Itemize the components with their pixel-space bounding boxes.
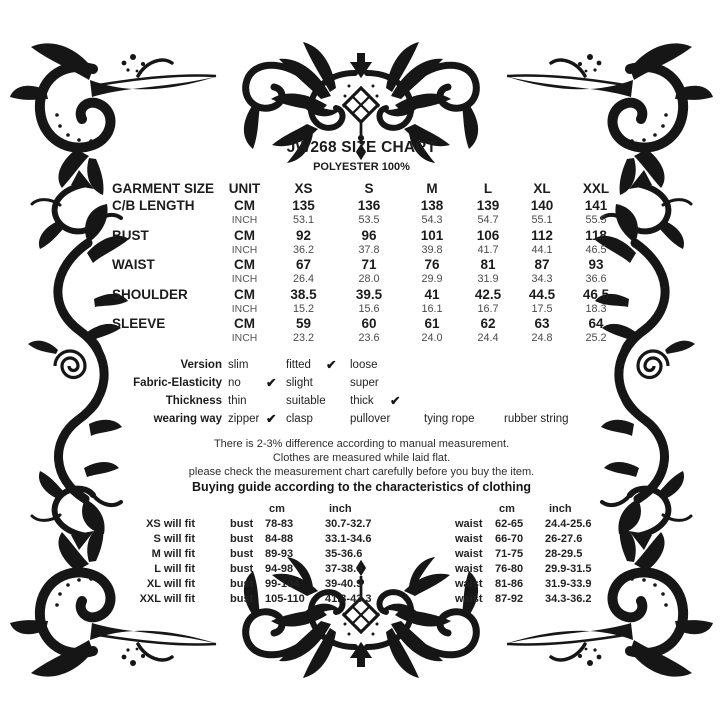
bust-cm-range: 94-98 — [265, 563, 294, 575]
buying-guide-row — [130, 562, 635, 577]
waist-label: waist — [455, 548, 483, 560]
size-value-inch: 17.5 — [531, 302, 553, 315]
buying-guide-header-row — [130, 502, 635, 517]
size-value-inch: 55.1 — [531, 214, 553, 226]
size-table-inch-row — [112, 332, 624, 346]
note-line-2: Clothes are measured while laid flat. — [272, 452, 451, 464]
size-value-cm: 38.5 — [290, 286, 317, 302]
size-value-cm: 63 — [534, 316, 550, 331]
size-value-inch: 46.5 — [585, 243, 607, 256]
spacer — [112, 244, 217, 258]
attribute-option: slim — [228, 359, 249, 371]
size-value-inch: 26.4 — [292, 273, 314, 285]
attribute-row — [113, 357, 633, 375]
size-table — [112, 180, 624, 346]
size-value-cm: 135 — [292, 198, 315, 213]
bust-label: bust — [230, 548, 254, 560]
size-table-cm-row — [112, 257, 624, 273]
size-value-inch: 24.4 — [477, 332, 499, 344]
size-value-cm: 39.5 — [355, 286, 383, 302]
bust-inch-range: 39-40.9 — [325, 578, 363, 590]
waist-inch-range: 28-29.5 — [545, 548, 583, 560]
size-value-cm: 141 — [584, 198, 608, 213]
size-value-cm: 46.5 — [582, 286, 610, 302]
bust-label: bust — [230, 563, 254, 575]
unit-cm: CM — [234, 257, 255, 272]
buying-guide-row — [130, 517, 635, 532]
size-value-cm: 61 — [424, 316, 440, 331]
bust-label: bust — [230, 518, 254, 530]
waist-cm-range: 87-92 — [495, 593, 524, 605]
size-value-cm: 139 — [476, 198, 500, 213]
check-icon: ✔ — [266, 412, 277, 426]
size-value-inch: 15.6 — [358, 302, 380, 315]
bust-label: bust — [230, 578, 254, 590]
size-table-header-row — [112, 180, 624, 198]
buying-guide-row — [130, 592, 635, 607]
size-value-cm: 67 — [295, 257, 312, 272]
spacer — [112, 303, 217, 317]
unit-inch: INCH — [231, 244, 258, 256]
spacer — [112, 273, 217, 287]
attribute-option: super — [350, 377, 379, 389]
measurement-label: SLEEVE — [112, 316, 166, 331]
size-table-header: GARMENT SIZE — [112, 181, 215, 196]
col-header-cm: cm — [269, 503, 285, 515]
size-col-header: XS — [294, 181, 313, 196]
measurement-label: WAIST — [112, 257, 155, 272]
attribute-option: suitable — [286, 395, 326, 407]
waist-label: waist — [455, 563, 483, 575]
size-table-inch-row — [112, 214, 624, 228]
unit-inch: INCH — [231, 274, 258, 285]
attribute-label: Version — [180, 359, 222, 371]
waist-label: waist — [455, 533, 483, 545]
waist-inch-range: 24.4-25.6 — [545, 518, 592, 530]
spacer — [195, 592, 230, 607]
size-value-inch: 16.7 — [477, 302, 499, 315]
unit-inch: INCH — [231, 333, 258, 344]
spacer — [230, 502, 265, 517]
size-value-inch: 37.8 — [358, 243, 380, 256]
size-value-inch: 18.3 — [585, 302, 607, 315]
bust-cm-range: 105-110 — [265, 593, 305, 605]
waist-label: waist — [455, 518, 483, 530]
waist-cm-range: 71-75 — [495, 548, 524, 560]
size-col-header: M — [426, 181, 438, 196]
spacer — [195, 562, 230, 577]
size-value-inch: 23.2 — [292, 332, 314, 344]
unit-cm: CM — [234, 286, 255, 302]
waist-cm-range: 81-86 — [495, 578, 524, 590]
size-value-inch: 23.6 — [358, 332, 380, 344]
waist-inch-range: 29.9-31.5 — [545, 563, 592, 575]
fabric-subtitle: POLYESTER 100% — [313, 161, 410, 173]
attribute-option: no — [228, 377, 241, 389]
waist-cm-range: 76-80 — [495, 563, 524, 575]
size-table-inch-row — [112, 303, 624, 317]
size-col-header: XL — [533, 181, 551, 196]
bust-cm-range: 89-93 — [265, 548, 294, 560]
attribute-label: wearing way — [153, 413, 222, 425]
size-table-cm-row — [112, 198, 624, 214]
measurement-label: SHOULDER — [112, 286, 188, 302]
size-value-cm: 81 — [480, 257, 496, 272]
waist-label: waist — [455, 593, 483, 605]
garment-attributes — [113, 357, 633, 429]
measurement-label: BUST — [112, 227, 149, 243]
bust-label: bust — [230, 533, 254, 545]
size-value-inch: 34.3 — [531, 273, 553, 285]
attribute-row — [113, 375, 633, 393]
size-value-cm: 101 — [420, 227, 444, 243]
size-value-inch: 44.1 — [531, 243, 553, 256]
buying-guide-row — [130, 532, 635, 547]
size-value-inch: 54.3 — [421, 214, 443, 226]
attribute-option: tying rope — [424, 413, 475, 425]
bust-inch-range: 35-36.6 — [325, 548, 363, 560]
size-value-cm: 76 — [424, 257, 440, 272]
size-table-cm-row — [112, 228, 624, 244]
attribute-label: Fabric-Elasticity — [133, 377, 222, 389]
buying-guide-row — [130, 577, 635, 592]
attribute-option: thin — [228, 395, 247, 407]
attribute-option: thick — [350, 395, 374, 407]
size-table-inch-row — [112, 273, 624, 287]
size-value-cm: 41 — [424, 286, 440, 302]
size-value-cm: 87 — [534, 257, 550, 272]
buying-guide-heading: Buying guide according to the characteristics of clothing — [192, 480, 531, 494]
attribute-option: loose — [350, 359, 378, 371]
bust-cm-range: 99-104 — [265, 578, 300, 590]
spacer — [195, 502, 230, 517]
waist-cm-range: 62-65 — [495, 518, 524, 530]
size-value-cm: 42.5 — [474, 286, 502, 302]
waist-inch-range: 26-27.6 — [545, 533, 583, 545]
bust-inch-range: 30.7-32.7 — [325, 518, 372, 530]
size-value-cm: 93 — [588, 257, 604, 272]
size-value-cm: 112 — [531, 227, 553, 243]
fit-size-label: M will fit — [151, 548, 195, 560]
attribute-option: fitted — [286, 359, 311, 371]
size-value-cm: 138 — [420, 198, 444, 213]
size-value-inch: 29.9 — [421, 273, 443, 285]
size-value-cm: 118 — [585, 227, 607, 243]
size-value-inch: 53.1 — [292, 214, 314, 226]
size-value-inch: 24.8 — [531, 332, 553, 344]
fit-size-label: XL will fit — [146, 578, 195, 590]
col-header-inch: inch — [549, 503, 572, 515]
col-header-inch: inch — [329, 503, 352, 515]
attribute-option: pullover — [350, 413, 391, 425]
waist-inch-range: 34.3-36.2 — [545, 593, 592, 605]
attribute-option: rubber string — [504, 413, 569, 425]
note-line-1: There is 2-3% difference according to manual measurement. — [213, 438, 510, 450]
size-value-cm: 136 — [357, 198, 381, 213]
size-col-header: XXL — [582, 181, 610, 196]
spacer — [130, 502, 195, 517]
bust-cm-range: 84-88 — [265, 533, 294, 545]
check-icon: ✔ — [390, 394, 401, 408]
check-icon: ✔ — [326, 358, 337, 372]
size-value-cm: 96 — [361, 227, 377, 243]
fit-size-label: XS will fit — [146, 518, 195, 530]
size-col-header: L — [483, 181, 493, 196]
size-value-inch: 16.1 — [421, 302, 443, 315]
size-value-cm: 92 — [295, 227, 312, 243]
size-table-header: UNIT — [228, 181, 261, 196]
size-value-inch: 36.2 — [292, 243, 314, 256]
measurement-label: C/B LENGTH — [112, 198, 195, 213]
measurement-notes — [0, 437, 723, 479]
waist-inch-range: 31.9-33.9 — [545, 578, 592, 590]
attribute-row — [113, 393, 633, 411]
size-value-inch: 39.8 — [421, 243, 443, 256]
size-value-cm: 59 — [295, 316, 312, 331]
spacer — [112, 214, 217, 228]
bust-inch-range: 41.3-43.3 — [325, 593, 372, 605]
spacer — [195, 532, 230, 547]
attribute-option: slight — [286, 377, 313, 389]
attribute-row — [113, 411, 633, 429]
spacer — [195, 517, 230, 532]
spacer — [455, 502, 495, 517]
buying-guide-table — [130, 502, 635, 607]
fit-size-label: XXL will fit — [139, 593, 195, 605]
size-value-cm: 60 — [361, 316, 377, 331]
size-value-cm: 62 — [480, 316, 496, 331]
bust-inch-range: 33.1-34.6 — [325, 533, 372, 545]
spacer — [195, 547, 230, 562]
page-title: JW268 SIZE CHART — [286, 139, 437, 156]
size-value-cm: 64 — [588, 316, 604, 331]
waist-label: waist — [455, 578, 483, 590]
size-value-inch: 53.5 — [358, 214, 380, 226]
fit-size-label: S will fit — [153, 533, 195, 545]
size-value-inch: 31.9 — [477, 273, 499, 285]
waist-cm-range: 66-70 — [495, 533, 524, 545]
size-value-inch: 36.6 — [585, 273, 607, 285]
attribute-option: zipper — [228, 413, 260, 425]
unit-cm: CM — [234, 198, 255, 213]
unit-cm: CM — [234, 227, 255, 243]
size-value-inch: 55.5 — [585, 214, 607, 226]
size-value-inch: 24.0 — [421, 332, 443, 344]
unit-inch: INCH — [231, 215, 258, 226]
size-value-inch: 54.7 — [477, 214, 499, 226]
size-value-inch: 25.2 — [585, 332, 607, 344]
spacer — [195, 577, 230, 592]
size-table-inch-row — [112, 244, 624, 258]
bust-cm-range: 78-83 — [265, 518, 294, 530]
size-col-header: S — [364, 181, 374, 196]
note-line-3: please check the measurement chart carefully before you buy the item. — [188, 466, 535, 478]
col-header-cm: cm — [499, 503, 515, 515]
size-value-cm: 140 — [530, 198, 554, 213]
fit-size-label: L will fit — [154, 563, 195, 575]
bust-label: bust — [230, 593, 254, 605]
size-table-cm-row — [112, 316, 624, 332]
unit-cm: CM — [234, 316, 255, 331]
check-icon: ✔ — [266, 376, 277, 390]
attribute-option: clasp — [286, 413, 313, 425]
size-value-cm: 44.5 — [528, 286, 556, 302]
size-value-inch: 15.2 — [292, 302, 314, 315]
size-value-cm: 71 — [361, 257, 377, 272]
buying-guide-row — [130, 547, 635, 562]
size-value-inch: 28.0 — [358, 273, 380, 285]
unit-inch: INCH — [231, 303, 258, 315]
size-value-cm: 106 — [476, 227, 500, 243]
size-table-cm-row — [112, 287, 624, 303]
bust-inch-range: 37-38.6 — [325, 563, 363, 575]
size-value-inch: 41.7 — [477, 243, 499, 256]
attribute-label: Thickness — [165, 395, 222, 407]
spacer — [112, 332, 217, 346]
